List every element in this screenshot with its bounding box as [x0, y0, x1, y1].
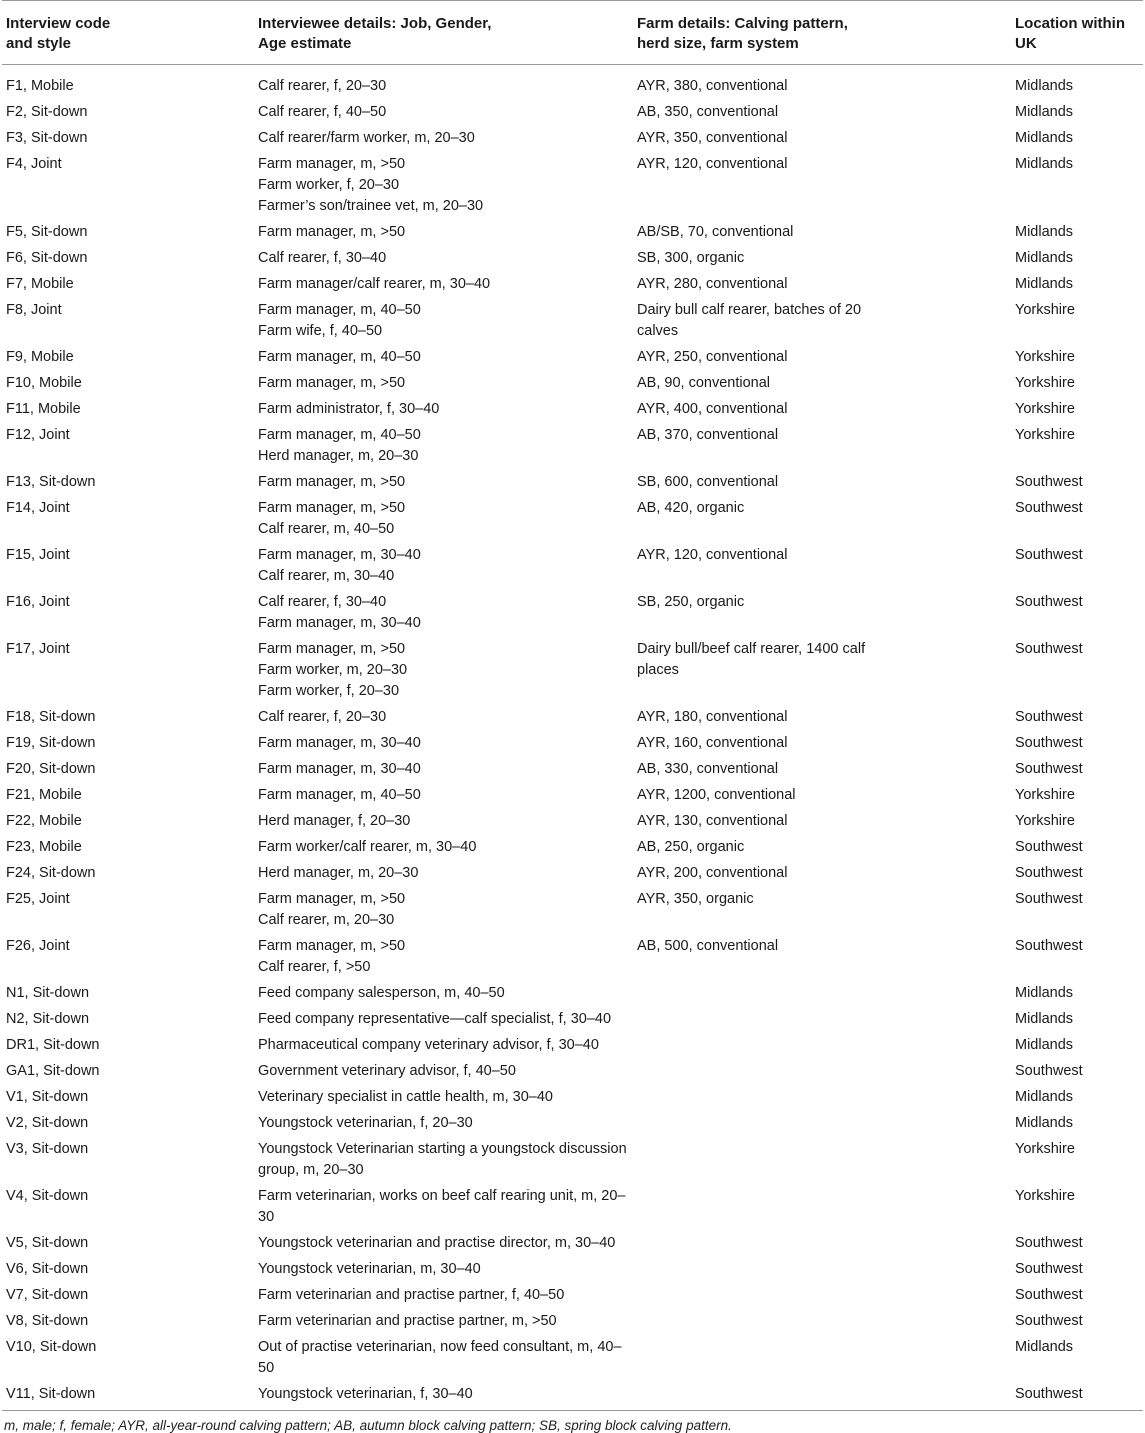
farm-line: AYR, 350, conventional	[637, 130, 788, 146]
interviewee-line: Farm worker/calf rearer, m, 30–40	[258, 839, 477, 855]
cell-farm-details	[633, 835, 1011, 861]
farm-line: SB, 250, organic	[637, 594, 745, 610]
cell-interviewee-details	[254, 861, 633, 887]
interviewee-line: Youngstock Veterinarian starting a youngstock discussion group, m, 20–30	[258, 1141, 627, 1178]
cell-farm-details	[633, 126, 1011, 152]
farm-line: calves	[637, 323, 679, 339]
cell-interview-code: F10, Mobile	[6, 375, 82, 391]
cell-farm-details	[633, 345, 1011, 371]
table-footnote: m, male; f, female; AYR, all-year-round calving pattern; AB, autumn block calving pattern; SB, spring block calving pattern.	[4, 1418, 732, 1433]
table-row	[2, 298, 1143, 345]
cell-location: Southwest	[1015, 500, 1083, 516]
cell-location: Midlands	[1015, 78, 1074, 94]
cell-farm-details	[633, 981, 1011, 1007]
farm-line: places	[637, 662, 679, 678]
farm-line: AB, 250, organic	[637, 839, 745, 855]
farm-line: AYR, 400, conventional	[637, 401, 788, 417]
interviewee-line: Farm manager, m, >50	[258, 891, 406, 907]
table-row	[2, 705, 1143, 731]
interviewee-line: Calf rearer/farm worker, m, 20–30	[258, 130, 475, 146]
cell-farm-details	[633, 65, 1011, 101]
cell-interviewee-details	[254, 423, 633, 470]
cell-location: Southwest	[1015, 1235, 1083, 1251]
table-row	[2, 1382, 1143, 1411]
interviewee-line: Calf rearer, f, 20–30	[258, 78, 387, 94]
interviewee-line: Farm manager, m, >50	[258, 500, 406, 516]
table-row	[2, 835, 1143, 861]
cell-interview-code: V4, Sit-down	[6, 1188, 89, 1204]
interviewee-line: Government veterinary advisor, f, 40–50	[258, 1063, 516, 1079]
header-line: Interviewee details: Job, Gender,	[258, 15, 492, 32]
table-row	[2, 861, 1143, 887]
cell-interviewee-details	[254, 757, 633, 783]
header-line: UK	[1015, 35, 1037, 52]
farm-line: AYR, 350, organic	[637, 891, 754, 907]
farm-line: SB, 600, conventional	[637, 474, 779, 490]
interviewee-line: Calf rearer, f, 30–40	[258, 250, 387, 266]
header-interviewee-details	[254, 1, 633, 65]
cell-interview-code: F21, Mobile	[6, 787, 82, 803]
farm-line: AB, 350, conventional	[637, 104, 779, 120]
interviewee-line: Farm worker, m, 20–30	[258, 662, 408, 678]
cell-interviewee-details	[254, 1309, 633, 1335]
interviewee-line: Veterinary specialist in cattle health, m, 30–40	[258, 1089, 553, 1105]
cell-interview-code: V10, Sit-down	[6, 1339, 97, 1355]
farm-line: AYR, 200, conventional	[637, 865, 788, 881]
table-row	[2, 152, 1143, 220]
header-interview-code	[2, 1, 254, 65]
cell-location: Southwest	[1015, 547, 1083, 563]
interviewee-line: Farm manager, m, 30–40	[258, 735, 421, 751]
cell-interview-code: N1, Sit-down	[6, 985, 90, 1001]
cell-farm-details	[633, 298, 1011, 345]
cell-interview-code: F5, Sit-down	[6, 224, 88, 240]
cell-location: Southwest	[1015, 839, 1083, 855]
table-row	[2, 1231, 1143, 1257]
cell-interview-code: F25, Joint	[6, 891, 70, 907]
cell-location: Midlands	[1015, 1115, 1074, 1131]
table-row	[2, 1335, 1143, 1382]
cell-farm-details	[633, 220, 1011, 246]
interviewee-line: Youngstock veterinarian, m, 30–40	[258, 1261, 481, 1277]
table-row	[2, 731, 1143, 757]
header-line: and style	[6, 35, 72, 52]
interviewee-line: Farm manager, m, 30–40	[258, 761, 421, 777]
cell-farm-details	[633, 757, 1011, 783]
cell-location: Southwest	[1015, 938, 1083, 954]
interviewee-line: Farmer’s son/trainee vet, m, 20–30	[258, 198, 484, 214]
cell-location: Yorkshire	[1015, 427, 1075, 443]
table-header	[2, 1, 1143, 65]
cell-interviewee-details	[254, 100, 633, 126]
table-row	[2, 1111, 1143, 1137]
cell-interviewee-details	[254, 835, 633, 861]
table-row	[2, 757, 1143, 783]
cell-interview-code: F24, Sit-down	[6, 865, 96, 881]
table-row	[2, 496, 1143, 543]
cell-interview-code: V11, Sit-down	[2, 1382, 254, 1411]
cell-farm-details	[633, 934, 1011, 981]
table-row	[2, 783, 1143, 809]
cell-farm-details	[633, 1007, 1011, 1033]
interviewee-line: Farm manager, m, >50	[258, 474, 406, 490]
table-row	[2, 809, 1143, 835]
cell-interviewee-details	[254, 1085, 633, 1111]
table-row	[2, 637, 1143, 705]
cell-farm-details	[633, 637, 1011, 705]
cell-interview-code: V8, Sit-down	[6, 1313, 89, 1329]
cell-location: Midlands	[1015, 1037, 1074, 1053]
table-row	[2, 1137, 1143, 1184]
table-row	[2, 1184, 1143, 1231]
cell-interview-code: F22, Mobile	[6, 813, 82, 829]
table-body	[2, 65, 1143, 1411]
cell-farm-details	[633, 152, 1011, 220]
interviewee-line: Farm manager, m, 30–40	[258, 615, 421, 631]
cell-farm-details	[633, 861, 1011, 887]
interviewee-line: Farm manager, m, >50	[258, 156, 406, 172]
cell-farm-details	[633, 731, 1011, 757]
farm-line: AYR, 120, conventional	[637, 547, 788, 563]
interviewee-line: Feed company salesperson, m, 40–50	[258, 985, 505, 1001]
cell-interviewee-details	[254, 345, 633, 371]
table-row	[2, 397, 1143, 423]
cell-farm-details	[633, 496, 1011, 543]
cell-interview-code: V7, Sit-down	[6, 1287, 89, 1303]
header-line: Farm details: Calving pattern,	[637, 15, 848, 32]
cell-interviewee-details	[254, 1007, 633, 1033]
cell-interviewee-details	[254, 809, 633, 835]
table-row	[2, 345, 1143, 371]
cell-interview-code: F3, Sit-down	[6, 130, 88, 146]
interviewee-table	[2, 0, 1143, 1411]
interviewee-line: Youngstock veterinarian, f, 20–30	[258, 1115, 473, 1131]
table-row	[2, 220, 1143, 246]
cell-interview-code: F11, Mobile	[6, 401, 81, 417]
cell-location: Southwest	[1015, 1261, 1083, 1277]
cell-interview-code: V6, Sit-down	[6, 1261, 89, 1277]
cell-interview-code: V1, Sit-down	[6, 1089, 89, 1105]
cell-farm-details	[633, 705, 1011, 731]
cell-interview-code: V5, Sit-down	[6, 1235, 89, 1251]
cell-interview-code: N2, Sit-down	[6, 1011, 90, 1027]
table-row	[2, 423, 1143, 470]
cell-interviewee-details	[254, 1283, 633, 1309]
interviewee-line: Farm veterinarian and practise partner, f, 40–50	[258, 1287, 565, 1303]
table-row	[2, 1309, 1143, 1335]
cell-interviewee-details	[254, 220, 633, 246]
cell-interview-code: F17, Joint	[6, 641, 70, 657]
cell-interviewee-details	[254, 246, 633, 272]
cell-farm-details	[633, 887, 1011, 934]
cell-interviewee-details	[254, 981, 633, 1007]
farm-line: AB, 90, conventional	[637, 375, 771, 391]
cell-location: Yorkshire	[1015, 302, 1075, 318]
cell-location: Midlands	[1015, 276, 1074, 292]
interviewee-line: Calf rearer, m, 20–30	[258, 912, 395, 928]
farm-line: AYR, 180, conventional	[637, 709, 788, 725]
cell-farm-details	[633, 1257, 1011, 1283]
interviewee-line: Farm worker, f, 20–30	[258, 177, 400, 193]
cell-interview-code: DR1, Sit-down	[6, 1037, 100, 1053]
farm-line: AYR, 120, conventional	[637, 156, 788, 172]
cell-interviewee-details	[254, 397, 633, 423]
cell-interview-code: V2, Sit-down	[6, 1115, 89, 1131]
farm-line: SB, 300, organic	[637, 250, 745, 266]
cell-location: Southwest	[1015, 641, 1083, 657]
cell-location: Southwest	[1015, 735, 1083, 751]
cell-interviewee-details	[254, 298, 633, 345]
cell-location: Southwest	[1015, 709, 1083, 725]
interviewee-line: Feed company representative—calf specialist, f, 30–40	[258, 1011, 612, 1027]
cell-farm-details	[633, 1137, 1011, 1184]
cell-farm-details	[633, 1283, 1011, 1309]
cell-interview-code: F7, Mobile	[6, 276, 74, 292]
interviewee-line: Farm manager, m, >50	[258, 375, 406, 391]
farm-line: Dairy bull calf rearer, batches of 20	[637, 302, 862, 318]
cell-farm-details	[633, 543, 1011, 590]
table-row	[2, 1007, 1143, 1033]
cell-interview-code: F4, Joint	[6, 156, 62, 172]
header-line: herd size, farm system	[637, 35, 799, 52]
cell-location: Southwest	[1015, 474, 1083, 490]
interviewee-line: Farm manager, m, 40–50	[258, 349, 421, 365]
cell-location: Yorkshire	[1015, 813, 1075, 829]
cell-location: Midlands	[1015, 104, 1074, 120]
cell-location: Midlands	[1015, 1089, 1074, 1105]
header-line: Age estimate	[258, 35, 352, 52]
interviewee-line: Farm veterinarian and practise partner, m, >50	[258, 1313, 557, 1329]
interviewee-line: Calf rearer, m, 40–50	[258, 521, 395, 537]
farm-line: AB, 500, conventional	[637, 938, 779, 954]
table-row	[2, 1283, 1143, 1309]
cell-interview-code: F6, Sit-down	[6, 250, 88, 266]
cell-farm-details	[633, 423, 1011, 470]
cell-farm-details	[633, 1111, 1011, 1137]
cell-interview-code: F12, Joint	[6, 427, 70, 443]
cell-interview-code: F2, Sit-down	[6, 104, 88, 120]
cell-interviewee-details	[254, 1033, 633, 1059]
interviewee-line: Herd manager, m, 20–30	[258, 865, 419, 881]
cell-interview-code: F9, Mobile	[6, 349, 74, 365]
interviewee-line: Calf rearer, f, 40–50	[258, 104, 387, 120]
cell-interviewee-details	[254, 371, 633, 397]
cell-interviewee-details	[254, 65, 633, 101]
cell-interviewee-details	[254, 934, 633, 981]
cell-location: Southwest	[1015, 865, 1083, 881]
table-row	[2, 126, 1143, 152]
cell-interviewee-details	[254, 1231, 633, 1257]
cell-interviewee-details	[254, 272, 633, 298]
cell-location: Midlands	[1015, 250, 1074, 266]
cell-location: Midlands	[1015, 130, 1074, 146]
cell-interviewee-details	[254, 1137, 633, 1184]
cell-farm-details	[633, 809, 1011, 835]
header-line: Interview code	[6, 15, 111, 32]
table-row	[2, 272, 1143, 298]
cell-farm-details	[633, 1309, 1011, 1335]
cell-interviewee-details	[254, 637, 633, 705]
cell-interview-code: F23, Mobile	[6, 839, 82, 855]
cell-farm-details	[633, 470, 1011, 496]
cell-interviewee-details	[254, 470, 633, 496]
interviewee-line: Out of practise veterinarian, now feed consultant, m, 40–50	[258, 1339, 622, 1376]
cell-location: Southwest	[1015, 891, 1083, 907]
cell-location: Yorkshire	[1015, 349, 1075, 365]
cell-location: Southwest	[1015, 1063, 1083, 1079]
farm-line: AYR, 280, conventional	[637, 276, 788, 292]
table-row	[2, 1257, 1143, 1283]
cell-farm-details	[633, 1382, 1011, 1411]
cell-location: Southwest	[1015, 1287, 1083, 1303]
cell-location: Midlands	[1015, 1011, 1074, 1027]
interviewee-line: Youngstock veterinarian and practise director, m, 30–40	[258, 1235, 616, 1251]
cell-farm-details	[633, 1033, 1011, 1059]
cell-interviewee-details	[254, 1111, 633, 1137]
table-row	[2, 887, 1143, 934]
cell-interview-code: F13, Sit-down	[6, 474, 96, 490]
table-row	[2, 1085, 1143, 1111]
farm-line: AB, 420, organic	[637, 500, 745, 516]
farm-line: AB, 370, conventional	[637, 427, 779, 443]
farm-line: AYR, 130, conventional	[637, 813, 788, 829]
interviewee-line: Herd manager, f, 20–30	[258, 813, 411, 829]
interviewee-line: Calf rearer, f, >50	[258, 959, 371, 975]
cell-farm-details	[633, 100, 1011, 126]
interviewee-line: Farm veterinarian, works on beef calf rearing unit, m, 20–30	[258, 1188, 626, 1225]
farm-line: AYR, 250, conventional	[637, 349, 788, 365]
cell-farm-details	[633, 1184, 1011, 1231]
cell-location: Yorkshire	[1015, 787, 1075, 803]
farm-line: AB/SB, 70, conventional	[637, 224, 794, 240]
interviewee-line: Herd manager, m, 20–30	[258, 448, 419, 464]
header-line: Location within	[1015, 15, 1125, 32]
interviewee-line: Pharmaceutical company veterinary advisor, f, 30–40	[258, 1037, 599, 1053]
cell-interview-code: GA1, Sit-down	[6, 1063, 100, 1079]
cell-interview-code: F8, Joint	[6, 302, 62, 318]
cell-interview-code: F20, Sit-down	[6, 761, 96, 777]
table-row	[2, 590, 1143, 637]
cell-farm-details	[633, 1085, 1011, 1111]
cell-location: Midlands	[1015, 985, 1074, 1001]
interviewee-line: Farm manager, m, >50	[258, 224, 406, 240]
cell-interview-code: F18, Sit-down	[6, 709, 96, 725]
table-row	[2, 981, 1143, 1007]
interviewee-line: Farm manager, m, >50	[258, 938, 406, 954]
cell-location: Yorkshire	[1015, 375, 1075, 391]
table-row	[2, 100, 1143, 126]
interviewee-line: Youngstock veterinarian, f, 30–40	[258, 1386, 473, 1402]
interviewee-line: Farm manager, m, 40–50	[258, 302, 421, 318]
interviewee-line: Farm manager, m, 30–40	[258, 547, 421, 563]
cell-farm-details	[633, 1059, 1011, 1085]
cell-interviewee-details	[254, 887, 633, 934]
cell-location: Yorkshire	[1015, 1188, 1075, 1204]
cell-interviewee-details	[254, 543, 633, 590]
cell-location: Midlands	[1015, 156, 1074, 172]
farm-line: AYR, 380, conventional	[637, 78, 788, 94]
cell-interview-code: F19, Sit-down	[6, 735, 96, 751]
cell-location: Midlands	[1015, 224, 1074, 240]
interviewee-line: Farm manager, m, 40–50	[258, 427, 421, 443]
cell-farm-details	[633, 246, 1011, 272]
cell-location: Southwest	[1015, 761, 1083, 777]
cell-interviewee-details	[254, 1184, 633, 1231]
farm-line: Dairy bull/beef calf rearer, 1400 calf	[637, 641, 866, 657]
cell-interview-code: F16, Joint	[6, 594, 70, 610]
table-row	[2, 470, 1143, 496]
table-row	[2, 1059, 1143, 1085]
cell-interviewee-details	[254, 1335, 633, 1382]
cell-interviewee-details	[254, 152, 633, 220]
interviewee-line: Calf rearer, m, 30–40	[258, 568, 395, 584]
table-row	[2, 246, 1143, 272]
cell-farm-details	[633, 1335, 1011, 1382]
cell-interviewee-details	[254, 496, 633, 543]
cell-interview-code: V3, Sit-down	[6, 1141, 89, 1157]
cell-interviewee-details	[254, 1059, 633, 1085]
cell-interview-code: F15, Joint	[6, 547, 70, 563]
table-row	[2, 543, 1143, 590]
header-row	[2, 1, 1143, 65]
interviewee-line: Farm administrator, f, 30–40	[258, 401, 440, 417]
table-row	[2, 371, 1143, 397]
cell-location: Yorkshire	[1015, 1141, 1075, 1157]
farm-line: AYR, 1200, conventional	[637, 787, 796, 803]
interviewee-line: Farm manager, m, 40–50	[258, 787, 421, 803]
cell-location: Southwest	[1015, 594, 1083, 610]
cell-farm-details	[633, 397, 1011, 423]
table-row	[2, 1033, 1143, 1059]
interviewee-line: Farm manager/calf rearer, m, 30–40	[258, 276, 491, 292]
cell-interview-code: F26, Joint	[6, 938, 70, 954]
interviewee-line: Calf rearer, f, 20–30	[258, 709, 387, 725]
cell-location: Midlands	[1015, 1339, 1074, 1355]
cell-location: Yorkshire	[1015, 401, 1075, 417]
cell-interviewee-details	[254, 705, 633, 731]
cell-interview-code: F14, Joint	[6, 500, 70, 516]
cell-location: Southwest	[1011, 1382, 1143, 1411]
interviewee-line: Calf rearer, f, 30–40	[258, 594, 387, 610]
cell-farm-details	[633, 272, 1011, 298]
farm-line: AB, 330, conventional	[637, 761, 779, 777]
cell-farm-details	[633, 1231, 1011, 1257]
cell-interviewee-details	[254, 1382, 633, 1411]
interviewee-line: Farm worker, f, 20–30	[258, 683, 400, 699]
farm-line: AYR, 160, conventional	[637, 735, 788, 751]
cell-farm-details	[633, 783, 1011, 809]
table-row	[2, 934, 1143, 981]
cell-interviewee-details	[254, 731, 633, 757]
header-location	[1011, 1, 1143, 65]
cell-interviewee-details	[254, 1257, 633, 1283]
cell-farm-details	[633, 590, 1011, 637]
header-farm-details	[633, 1, 1011, 65]
interviewee-line: Farm wife, f, 40–50	[258, 323, 383, 339]
cell-interview-code: F1, Mobile	[6, 78, 74, 94]
cell-location: Southwest	[1015, 1313, 1083, 1329]
interviewee-line: Farm manager, m, >50	[258, 641, 406, 657]
cell-interviewee-details	[254, 783, 633, 809]
cell-farm-details	[633, 371, 1011, 397]
table-row	[2, 65, 1143, 101]
cell-interviewee-details	[254, 126, 633, 152]
cell-interviewee-details	[254, 590, 633, 637]
